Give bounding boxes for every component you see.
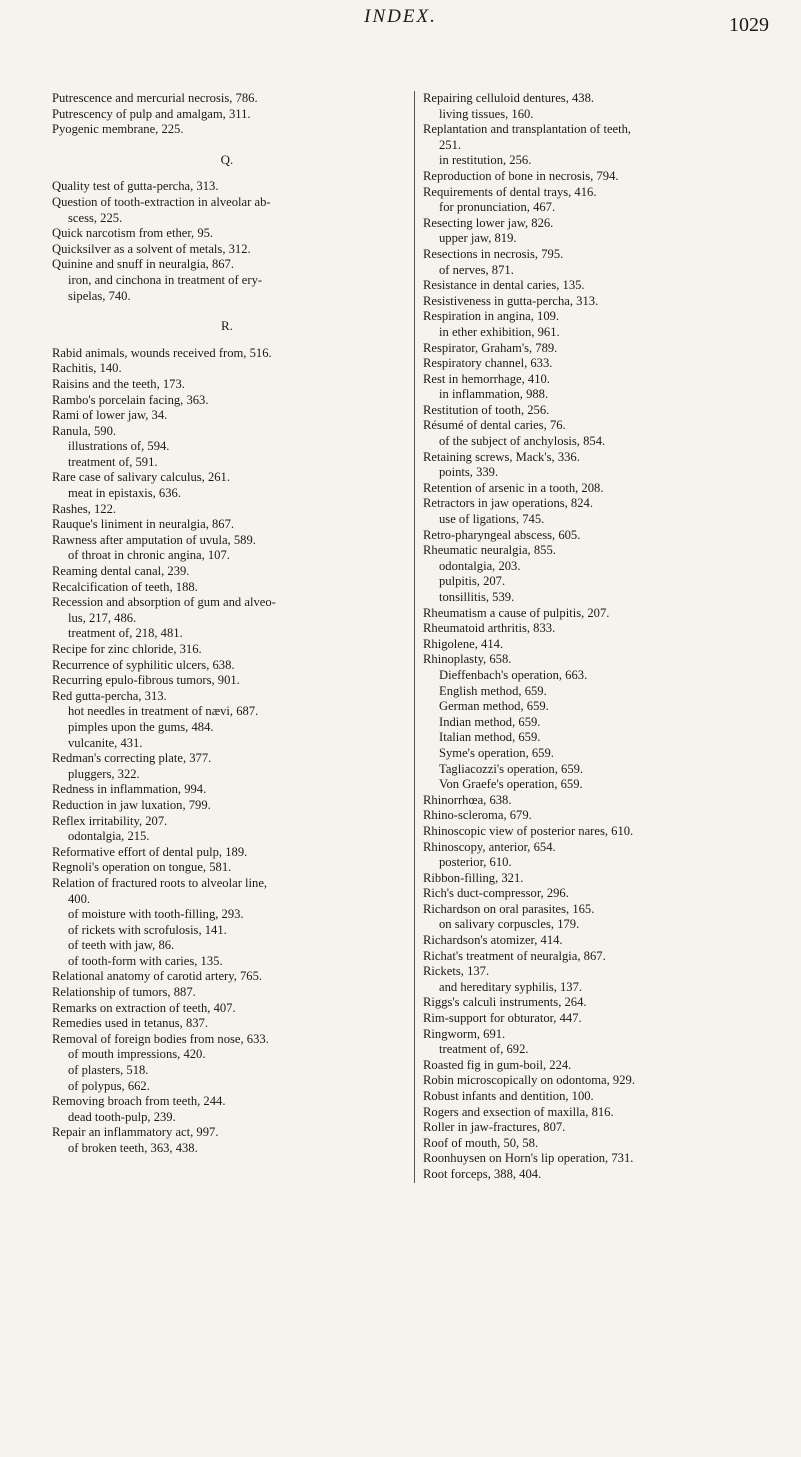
index-entry: Riggs's calculi instruments, 264.: [423, 995, 587, 1010]
index-subentry: pluggers, 322.: [68, 766, 140, 781]
index-entry: Redness in inflammation, 994.: [52, 782, 207, 797]
index-entry: Rim-support for obturator, 447.: [423, 1011, 582, 1026]
index-subentry: vulcanite, 431.: [68, 735, 143, 750]
index-entry: Richardson on oral parasites, 165.: [423, 901, 595, 916]
index-entry: Recalcification of teeth, 188.: [52, 579, 198, 594]
index-subentry: of mouth impressions, 420.: [68, 1047, 206, 1062]
index-subentry: for pronunciation, 467.: [439, 200, 556, 215]
index-subentry: Tagliacozzi's operation, 659.: [439, 761, 584, 776]
index-entry: Rhinoplasty, 658.: [423, 652, 512, 667]
index-subentry: Italian method, 659.: [439, 730, 541, 745]
index-entry: Rami of lower jaw, 34.: [52, 408, 168, 423]
page-number: 1029: [729, 14, 769, 36]
index-entry: Recurrence of syphilitic ulcers, 638.: [52, 657, 235, 672]
index-entry: Quinine and snuff in neuralgia, 867.: [52, 257, 234, 272]
index-entry: Roller in jaw-fractures, 807.: [423, 1120, 566, 1135]
index-subentry: on salivary corpuscles, 179.: [439, 917, 580, 932]
index-subentry: hot needles in treatment of nævi, 687.: [68, 704, 259, 719]
page-title: INDEX.: [364, 6, 437, 27]
index-entry: Removal of foreign bodies from nose, 633.: [52, 1031, 269, 1046]
index-entry: Resistiveness in gutta-percha, 313.: [423, 293, 599, 308]
index-entry: Rachitis, 140.: [52, 361, 122, 376]
index-entry: Relation of fractured roots to alveolar line,: [52, 875, 268, 890]
index-subentry: points, 339.: [439, 465, 499, 480]
index-entry: Respiratory channel, 633.: [423, 356, 553, 371]
index-subentry: illustrations of, 594.: [68, 439, 170, 454]
index-subentry: of the subject of anchylosis, 854.: [439, 434, 606, 449]
index-entry: Repair an inflammatory act, 997.: [52, 1125, 219, 1140]
index-entry: Requirements of dental trays, 416.: [423, 184, 597, 199]
index-entry: Restitution of tooth, 256.: [423, 402, 550, 417]
index-entry: Rich's duct-compressor, 296.: [423, 886, 569, 901]
index-subentry: German method, 659.: [439, 699, 549, 714]
index-entry: Red gutta-percha, 313.: [52, 688, 167, 703]
index-subentry: odontalgia, 215.: [68, 829, 150, 844]
index-entry: Reproduction of bone in necrosis, 794.: [423, 168, 619, 183]
index-entry: Reaming dental canal, 239.: [52, 564, 190, 579]
index-entry: Regnoli's operation on tongue, 581.: [52, 860, 232, 875]
index-subentry: scess, 225.: [68, 210, 123, 225]
index-entry: Pyogenic membrane, 225.: [52, 122, 184, 137]
index-entry: Résumé of dental caries, 76.: [423, 418, 566, 433]
index-entry: Ringworm, 691.: [423, 1026, 506, 1041]
index-subentry: treatment of, 218, 481.: [68, 626, 183, 641]
section-letter: R.: [221, 318, 233, 334]
index-entry: Relational anatomy of carotid artery, 765.: [52, 969, 263, 984]
index-subentry: and hereditary syphilis, 137.: [439, 979, 583, 994]
index-subentry: posterior, 610.: [439, 855, 512, 870]
index-entry: Raisins and the teeth, 173.: [52, 376, 185, 391]
index-subentry: Dieffenbach's operation, 663.: [439, 667, 588, 682]
index-entry: Retention of arsenic in a tooth, 208.: [423, 480, 604, 495]
index-subentry: in restitution, 256.: [439, 153, 532, 168]
index-subentry: of nerves, 871.: [439, 262, 514, 277]
index-entry: Quality test of gutta-percha, 313.: [52, 179, 219, 194]
index-entry: Rickets, 137.: [423, 964, 490, 979]
index-entry: Question of tooth-extraction in alveolar ab-: [52, 194, 271, 209]
index-entry: Replantation and transplantation of teeth,: [423, 122, 632, 137]
index-subentry: of teeth with jaw, 86.: [68, 938, 175, 953]
index-subentry: pimples upon the gums, 484.: [68, 719, 214, 734]
index-subentry: pulpitis, 207.: [439, 574, 506, 589]
index-entry: Rogers and exsection of maxilla, 816.: [423, 1104, 614, 1119]
index-entry: Redman's correcting plate, 377.: [52, 751, 212, 766]
index-subentry: in ether exhibition, 961.: [439, 324, 560, 339]
index-entry: Rambo's porcelain facing, 363.: [52, 392, 209, 407]
index-entry: Retaining screws, Mack's, 336.: [423, 449, 580, 464]
index-subentry: treatment of, 591.: [68, 454, 158, 469]
index-entry: Quicksilver as a solvent of metals, 312.: [52, 241, 251, 256]
index-entry: Root forceps, 388, 404.: [423, 1166, 542, 1181]
index-entry: Rhino-scleroma, 679.: [423, 808, 532, 823]
index-entry: Repairing celluloid dentures, 438.: [423, 91, 595, 105]
index-subentry: of rickets with scrofulosis, 141.: [68, 922, 227, 937]
index-entry: Reformative effort of dental pulp, 189.: [52, 844, 248, 859]
index-entry: Ribbon-filling, 321.: [423, 870, 524, 885]
index-subentry: iron, and cinchona in treatment of ery-: [68, 272, 263, 287]
index-entry: Resecting lower jaw, 826.: [423, 215, 554, 230]
index-entry: Rhinoscopy, anterior, 654.: [423, 839, 556, 854]
index-subentry: of plasters, 518.: [68, 1063, 149, 1078]
index-entry: Roof of mouth, 50, 58.: [423, 1135, 539, 1150]
index-entry: Rheumatic neuralgia, 855.: [423, 543, 556, 558]
index-entry: Putrescence and mercurial necrosis, 786.: [52, 91, 258, 105]
index-subentry: 400.: [68, 891, 91, 906]
index-subentry: of moisture with tooth-filling, 293.: [68, 907, 244, 922]
index-entry: Rheumatoid arthritis, 833.: [423, 621, 556, 636]
index-subentry: of broken teeth, 363, 438.: [68, 1141, 198, 1155]
index-subentry: meat in epistaxis, 636.: [68, 486, 181, 501]
index-subentry: of polypus, 662.: [68, 1078, 150, 1093]
index-subentry: of throat in chronic angina, 107.: [68, 548, 230, 563]
index-entry: Roonhuysen on Horn's lip operation, 731.: [423, 1151, 634, 1166]
index-entry: Richardson's atomizer, 414.: [423, 933, 563, 948]
index-subentry: in inflammation, 988.: [439, 387, 549, 402]
index-entry: Retro-pharyngeal abscess, 605.: [423, 527, 581, 542]
index-entry: Rhinorrhœa, 638.: [423, 792, 512, 807]
index-subentry: lus, 217, 486.: [68, 610, 137, 625]
index-entry: Rhinoscopic view of posterior nares, 610.: [423, 823, 634, 838]
index-subentry: Syme's operation, 659.: [439, 745, 554, 760]
index-subentry: Indian method, 659.: [439, 714, 541, 729]
index-entry: Recipe for zinc chloride, 316.: [52, 642, 202, 656]
index-subentry: living tissues, 160.: [439, 106, 534, 121]
index-entry: Resections in necrosis, 795.: [423, 246, 564, 261]
index-entry: Rhigolene, 414.: [423, 636, 504, 651]
index-entry: Remedies used in tetanus, 837.: [52, 1016, 208, 1031]
index-subentry: dead tooth-pulp, 239.: [68, 1109, 176, 1124]
index-entry: Recurring epulo-fibrous tumors, 901.: [52, 673, 240, 688]
section-letter: Q.: [220, 151, 234, 167]
index-entry: Respirator, Graham's, 789.: [423, 340, 558, 355]
index-column-left: [52, 91, 402, 1157]
index-entry: Putrescency of pulp and amalgam, 311.: [52, 106, 251, 121]
index-entry: Resistance in dental caries, 135.: [423, 278, 585, 293]
index-subentry: odontalgia, 203.: [439, 558, 521, 573]
index-subentry: of tooth-form with caries, 135.: [68, 953, 223, 968]
index-column-right: [414, 91, 773, 1183]
index-subentry: 251.: [439, 137, 462, 152]
index-entry: Richat's treatment of neuralgia, 867.: [423, 948, 606, 963]
index-entry: Relationship of tumors, 887.: [52, 985, 196, 1000]
index-entry: Rauque's liniment in neuralgia, 867.: [52, 517, 235, 532]
index-entry: Quick narcotism from ether, 95.: [52, 226, 214, 241]
index-entry: Rheumatism a cause of pulpitis, 207.: [423, 605, 610, 620]
index-entry: Robin microscopically on odontoma, 929.: [423, 1073, 635, 1088]
index-entry: Rawness after amputation of uvula, 589.: [52, 532, 256, 547]
index-entry: Respiration in angina, 109.: [423, 309, 560, 324]
index-subentry: Von Graefe's operation, 659.: [439, 777, 583, 792]
index-entry: Rare case of salivary calculus, 261.: [52, 470, 230, 485]
index-subentry: English method, 659.: [439, 683, 547, 698]
index-subentry: sipelas, 740.: [68, 288, 131, 303]
index-entry: Reflex irritability, 207.: [52, 813, 168, 828]
index-entry: Recession and absorption of gum and alveo-: [52, 595, 276, 610]
index-entry: Retractors in jaw operations, 824.: [423, 496, 593, 511]
index-entry: Reduction in jaw luxation, 799.: [52, 797, 211, 812]
index-entry: Remarks on extraction of teeth, 407.: [52, 1000, 236, 1015]
index-entry: Robust infants and dentition, 100.: [423, 1089, 594, 1103]
index-entry: Removing broach from teeth, 244.: [52, 1094, 226, 1109]
index-subentry: upper jaw, 819.: [439, 231, 517, 246]
index-subentry: treatment of, 692.: [439, 1042, 529, 1057]
index-entry: Rashes, 122.: [52, 501, 117, 516]
index-subentry: tonsillitis, 539.: [439, 590, 515, 604]
index-entry: Rabid animals, wounds received from, 516.: [52, 345, 272, 360]
index-entry: Ranula, 590.: [52, 423, 117, 438]
index-entry: Rest in hemorrhage, 410.: [423, 371, 550, 386]
index-subentry: use of ligations, 745.: [439, 512, 545, 527]
index-entry: Roasted fig in gum-boil, 224.: [423, 1057, 572, 1072]
